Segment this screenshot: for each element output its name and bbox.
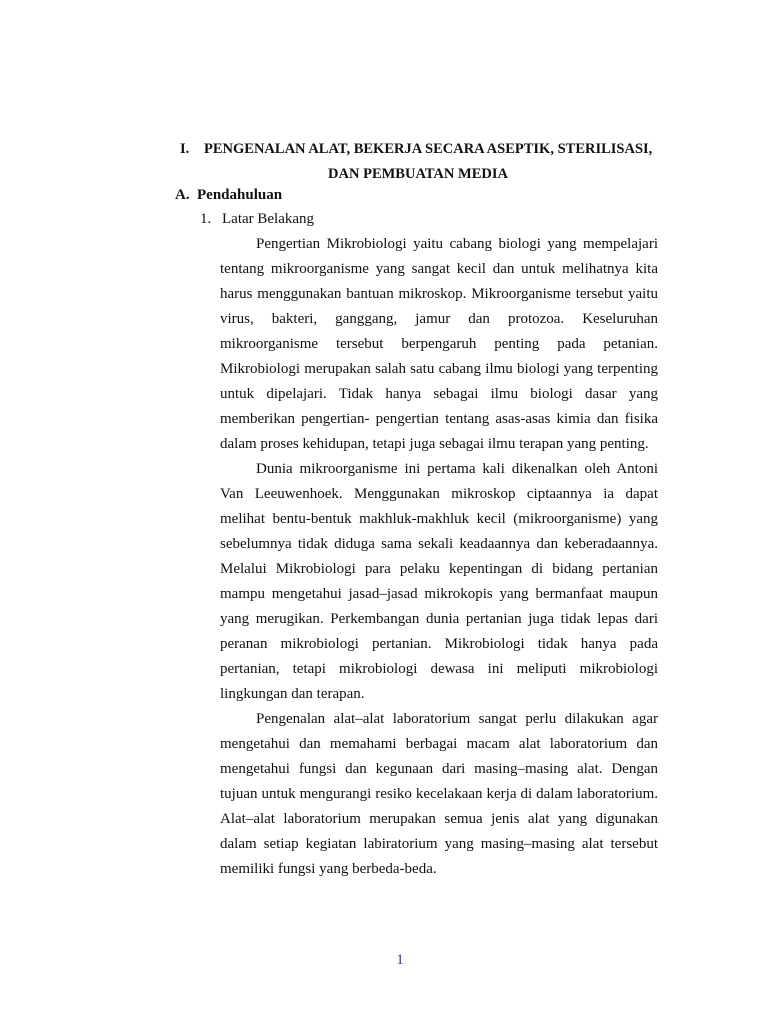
section-heading bbox=[175, 183, 282, 207]
chapter-title bbox=[180, 137, 670, 187]
section-letter: A. bbox=[175, 187, 190, 203]
paragraph: Pengenalan alat–alat laboratorium sangat perlu dilakukan agar mengetahui dan memahami berbagai macam alat laboratorium dan mengetahui fungsi dan kegunaan dari masing–masing alat. Dengan tujuan untuk mengurangi resiko kecelakaan kerja di dalam laboratorium. Alat–alat laboratorium merupakan semua jenis alat yang digunakan dalam setiap kegiatan labiratorium yang masing–masing alat tersebut memiliki fungsi yang berbeda-beda. bbox=[220, 711, 658, 877]
chapter-title-line2: DAN PEMBUATAN MEDIA bbox=[328, 166, 508, 182]
subsection-number: 1. bbox=[200, 211, 212, 227]
chapter-title-line1 bbox=[180, 137, 670, 162]
paragraph: Pengertian Mikrobiologi yaitu cabang biologi yang mempelajari tentang mikroorganisme yang sangat kecil dan untuk melihatnya kita harus menggunakan bantuan mikroskop. Mikroorganisme tersebut yaitu virus, bakteri, ganggang, jamur dan protozoa. Keseluruhan mikroorganisme tersebut berpengaruh penting pada petanian. Mikrobiologi merupakan salah satu cabang ilmu biologi yang terpenting untuk dipelajari. Tidak hanya sebagai ilmu biologi dasar yang memberikan pengertian- pengertian tentang asas-asas kimia dan fisika dalam proses kehidupan, tetapi juga sebagai ilmu terapan yang penting. bbox=[220, 236, 658, 452]
paragraph: Dunia mikroorganisme ini pertama kali dikenalkan oleh Antoni Van Leeuwenhoek. Menggunakan mikroskop ciptaannya ia dapat melihat bentu-bentuk makhluk-makhluk kecil (mikroorganisme) yang sebelumnya tidak diduga sama sekali keadaannya dan keberadaannya. Melalui Mikrobiologi para pelaku kepentingan di bidang pertanian mampu mengetahui jasad–jasad mikrokopis yang bermanfaat maupun yang merugikan. Perkembangan dunia pertanian juga tidak lepas dari peranan mikrobiologi pertanian. Mikrobiologi tidak hanya pada pertanian, tetapi mikrobiologi dewasa ini meliputi mikrobiologi lingkungan dan terapan. bbox=[220, 461, 658, 702]
subsection-title: Latar Belakang bbox=[222, 211, 315, 227]
subsection-heading bbox=[200, 207, 314, 231]
section-title: Pendahuluan bbox=[197, 187, 283, 203]
chapter-title-text: PENGENALAN ALAT, BEKERJA SECARA ASEPTIK, STERILISASI, bbox=[204, 141, 653, 157]
page-number: 1 bbox=[396, 952, 404, 968]
chapter-number: I. bbox=[180, 141, 190, 157]
body-text bbox=[220, 232, 658, 882]
